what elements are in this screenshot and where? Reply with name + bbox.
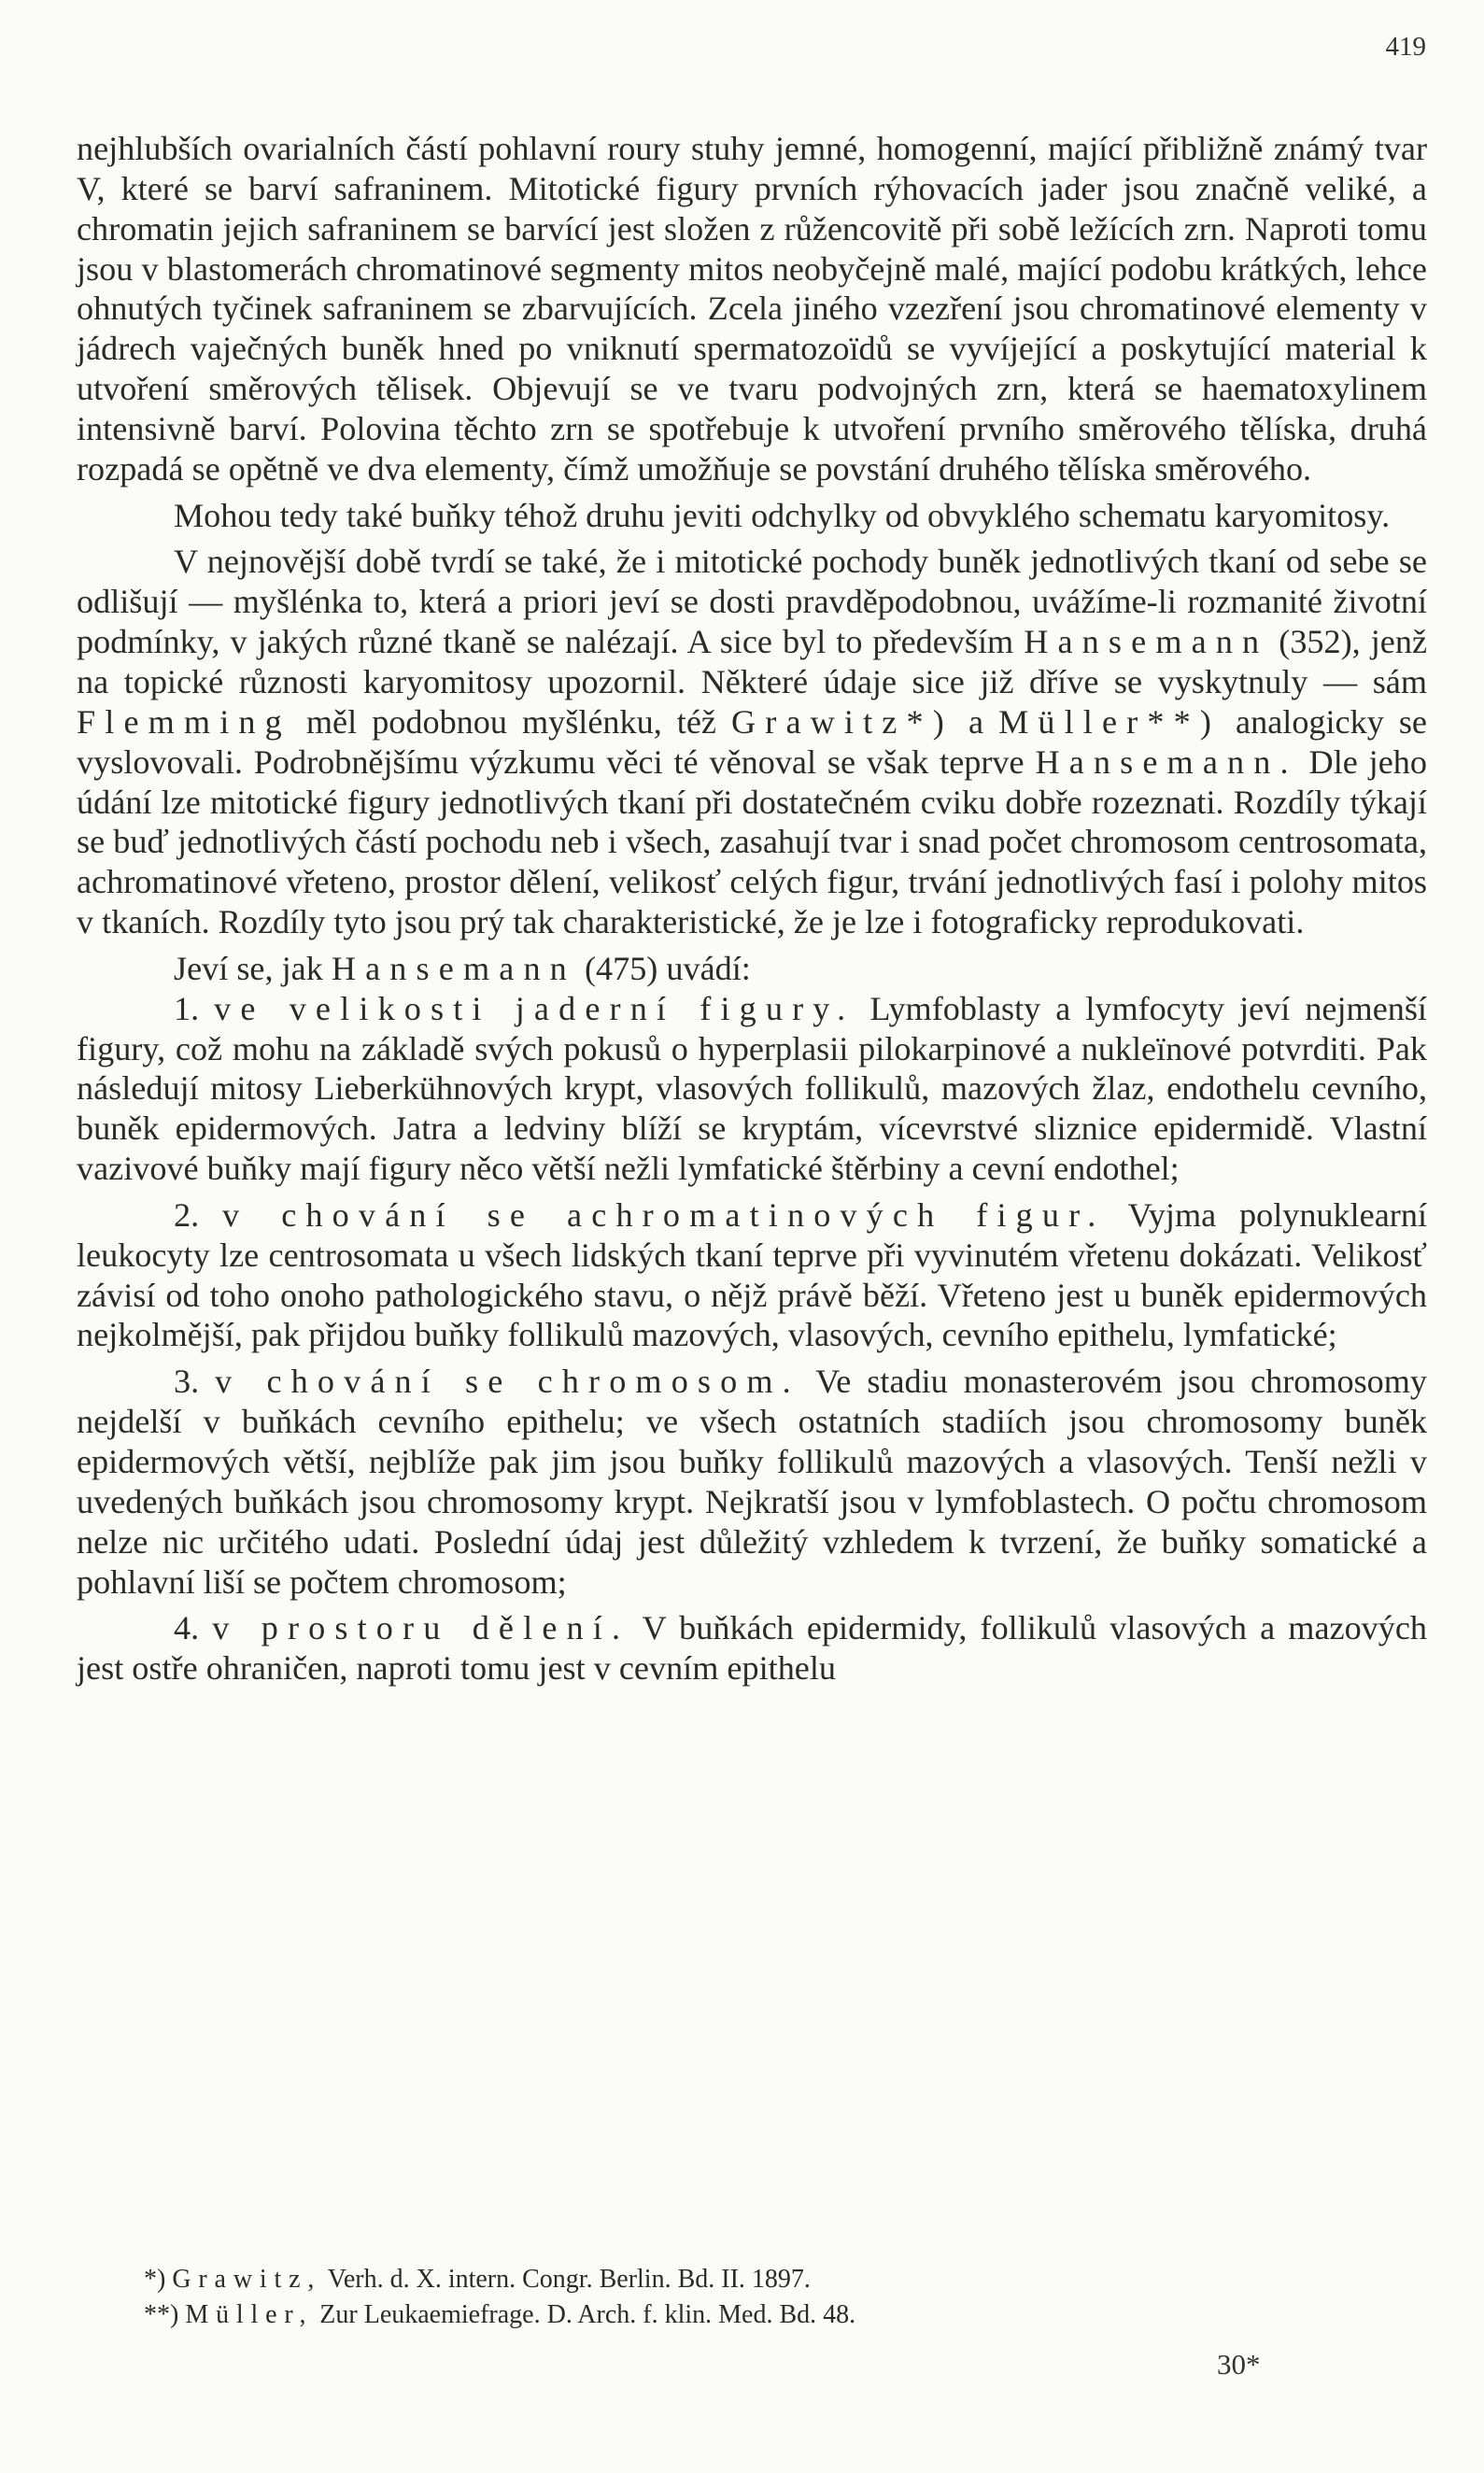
footnote-muller: **) Müller, Zur Leukaemiefrage. D. Arch. f. klin. Med. Bd. 48. [144, 2300, 856, 2329]
body-text [77, 129, 1427, 1689]
paragraph-item-2: 2. v chování se achromatinových figur. Vyjma polynuklearní leukocyty lze centrosomata u všech lidských tkaní teprve při vyvinutém vřetenu dokázati. Velikosť závisí od toho onoho pathologického stavu, o nějž právě běží. Vřeteno jest u buněk epidermových nejkolmější, pak přijdou buňky follikulů mazových, vlasových, cevního epithelu, lymfatické; [77, 1195, 1427, 1354]
signature-mark: 30* [1217, 2348, 1261, 2381]
author-name: Grawitz*) [731, 702, 954, 741]
paragraph-nejnovejsi: V nejnovější době tvrdí se také, že i mitotické pochody buněk jednotlivých tkaní od sebe se odlišují — myšlénka to, která a priori jeví se dosti pravděpodobnou, uvážíme-li rozmanité životní podmínky, v jakých různé tkaně se nalézají. A sice byl to především Hansemann (352), jenž na topické různosti karyomitosy upozornil. Některé údaje sice již dříve se vyskytnuly — sám Flemming měl podobnou myšlénku, též Grawitz*) a Müller**) analogicky se vyslovovali. Podrobnějšímu výzkumu věci té věnoval se však teprve Hansemann. Dle jeho údání lze mitotické figury jednotlivých tkaní při dostatečném cviku dobře rozeznati. Rozdíly týkají se buď jednotlivých částí pochodu neb i všech, zasahují tvar i snad počet chromosom centrosomata, achromatinové vřeteno, prostor dělení, velikosť celých figur, trvání jednotlivých fasí i polohy mitos v tkaních. Rozdíly tyto jsou prý tak charakteristické, že je lze i fotograficky reprodukovati. [77, 543, 1428, 941]
paragraph-item-1: 1. ve velikosti jaderní figury. Lymfoblasty a lymfocyty jeví nejmenší figury, což mohu na základě svých pokusů o hyperplasii pilokarpinové a nukleïnové potvrditi. Pak následují mitosy Lieberkühnových krypt, vlasových follikulů, mazových žlaz, endothelu cevního, buněk epidermových. Jatra a ledviny blíží se kryptám, vícevrstvé sliznice epidermidě. Vlastní vazivové buňky mají figury něco větší nežli lymfatické štěrbiny a cevní endothel; [77, 989, 1427, 1188]
item-heading: v prostoru dělení. [212, 1609, 630, 1647]
paragraph-item-3: 3. v chování se chromosom. Ve stadiu monasterovém jsou chromosomy nejdelší v buňkách cevního epithelu; ve všech ostatních stadiích jsou chromosomy buněk epidermových větší, nejblíže pak jim jsou buňky follikulů mazových a vlasových. Tenší nežli v uvedených buňkách jsou chromosomy krypt. Nejkratší jsou v lymfoblastech. O počtu chromosom nelze nic určitého udati. Poslední údaj jest důležitý vzhledem k tvrzení, že buňky somatické a pohlavní liší se počtem chromosom; [77, 1363, 1427, 1601]
footnote-grawitz: *) Grawitz, Verh. d. X. intern. Congr. Berlin. Bd. II. 1897. [144, 2265, 811, 2294]
item-heading: v chování se achromatinových figur. [221, 1195, 1106, 1234]
author-name: Hansemann [1024, 623, 1269, 661]
item-heading: ve velikosti jaderní figury. [214, 989, 855, 1027]
author-name: Müller, [185, 2300, 314, 2329]
paragraph-jevi-se: Jeví se, jak Hansemann (475) uvádí: [174, 949, 751, 987]
author-name: Grawitz, [172, 2265, 322, 2294]
author-name: Flemming [77, 702, 291, 741]
author-name: Müller**) [998, 702, 1222, 741]
author-name: Hansemann [331, 949, 576, 987]
paragraph-mohou: Mohou tedy také buňky téhož druhu jeviti odchylky od obvyklého schematu karyomitosy. [174, 496, 1391, 534]
footnotes [77, 2262, 1427, 2333]
paragraph-item-4: 4. v prostoru dělení. V buňkách epidermidy, follikulů vlasových a mazových jest ostře ohraničen, naproti tomu jest v cevním epithelu [77, 1609, 1428, 1688]
item-heading: v chování se chromosom. [215, 1363, 800, 1401]
page-number: 419 [1385, 32, 1426, 62]
paragraph-continuation: nejhlubších ovarialních částí pohlavní roury stuhy jemné, homogenní, mající přibližně známý tvar V, které se barví safraninem. Mitotické figury prvních rýhovacích jader jsou značně veliké, a chromatin jejich safraninem se barvící jest složen z růžencovitě při sobě ležících zrn. Naproti tomu jsou v blastomerách chromatinové segmenty mitos neobyčejně malé, mající podobu krátkých, lehce ohnutých tyčinek safraninem se zbarvujících. Zcela jiného vzezření jsou chromatinové elementy v jádrech vaječných buněk hned po vniknutí spermatozoïdů se vyvíjející a poskytující material k utvoření směrových tělisek. Objevují se ve tvaru podvojných zrn, která se haematoxylinem intensivně barví. Polovina těchto zrn se spotřebuje k utvoření prvního směrového tělíska, druhá rozpadá se opětně ve dva elementy, čímž umožňuje se povstání druhého tělíska směrového. [77, 130, 1427, 488]
author-name: Hansemann. [1035, 742, 1298, 781]
